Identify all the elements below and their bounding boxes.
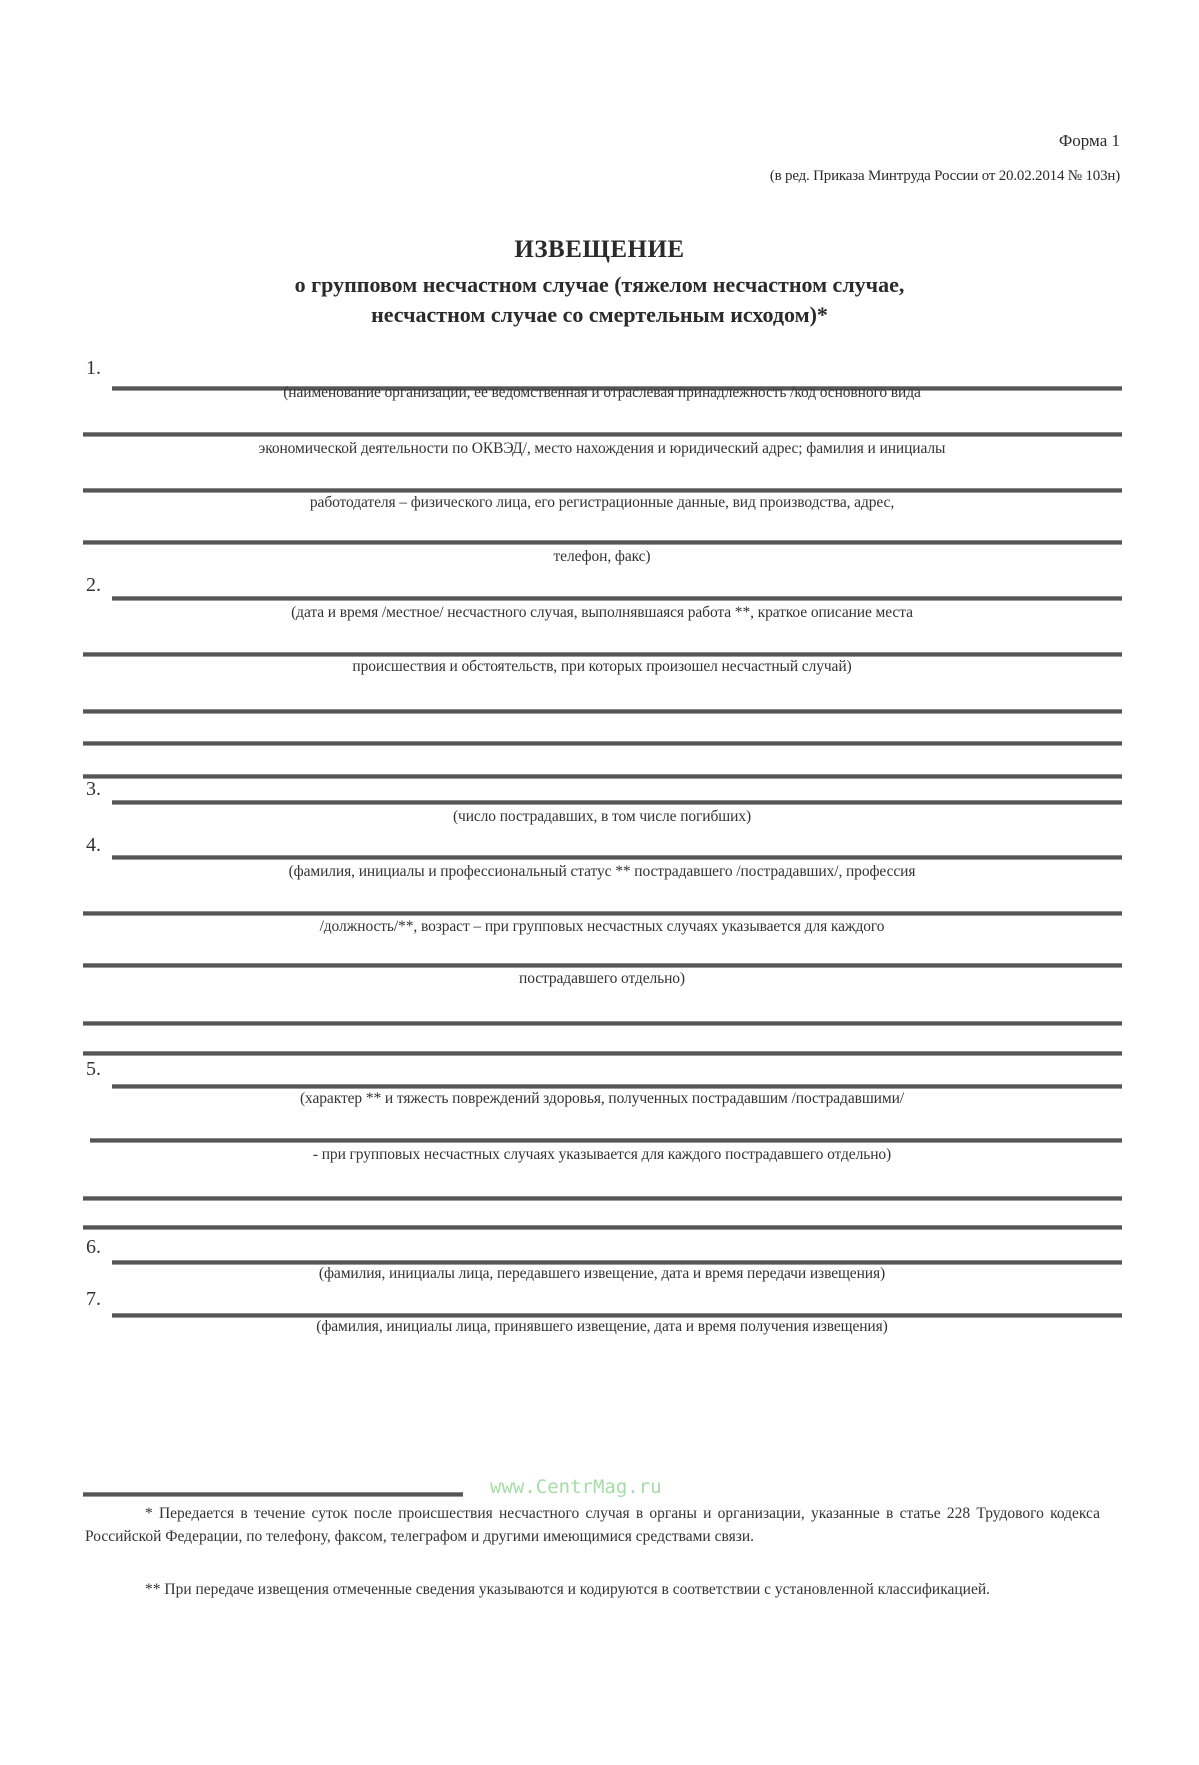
item-5-field-line[interactable]: [112, 1084, 1122, 1089]
item-4-hint: (фамилия, инициалы и профессиональный статус ** пострадавшего /пострадавших/, профессия: [288, 863, 916, 880]
item-4-number: 4.: [86, 834, 101, 856]
item-5-hint: (характер ** и тяжесть повреждений здоровья, полученных пострадавшим /пострадавшими/: [300, 1090, 904, 1107]
footnote-one-star: [85, 1502, 1100, 1548]
item-4-field-line-5[interactable]: [83, 1051, 1122, 1056]
document-subtitle-line2: несчастном случае со смертельным исходом)*: [371, 302, 828, 327]
watermark: www.CentrMag.ru: [490, 1476, 662, 1498]
item-5-field-line-3[interactable]: [83, 1196, 1122, 1201]
item-5-number: 5.: [86, 1058, 101, 1080]
item-1-field-line-2[interactable]: [83, 432, 1122, 437]
footnote-two-star-text: ** При передаче извещения отмеченные сведения указываются и кодируются в соответствии с установленной классификацией.: [145, 1581, 991, 1598]
item-2-number: 2.: [86, 574, 101, 596]
item-2-hint: происшествия и обстоятельств, при которых произошел несчастный случай): [352, 658, 852, 675]
item-4-field-line-4[interactable]: [83, 1021, 1122, 1026]
item-6-number: 6.: [86, 1236, 101, 1258]
footnote-one-star-text: * Передается в течение суток после происшествия несчастного случая в органы и организации, указанные в статье 228 Трудового кодекса Российской Федерации, по телефону, факсом, телеграфом и другими имеющимися средствами связи.: [85, 1505, 1100, 1545]
item-3-hint: (число пострадавших, в том числе погибших): [452, 808, 752, 825]
item-6-hint: (фамилия, инициалы лица, передавшего извещение, дата и время передачи извещения): [318, 1265, 886, 1282]
item-2-field-line-5[interactable]: [83, 774, 1122, 779]
item-3-number: 3.: [86, 778, 101, 800]
item-3-field-line[interactable]: [112, 800, 1122, 805]
item-1-hint: телефон, факс): [553, 548, 651, 565]
item-1-hint: экономической деятельности по ОКВЭД/, место нахождения и юридический адрес; фамилия и инициалы: [258, 440, 946, 457]
footnote-separator: [83, 1492, 463, 1497]
item-2-field-line[interactable]: [112, 596, 1122, 601]
document-title: ИЗВЕЩЕНИЕ: [514, 236, 685, 263]
item-4-hint: пострадавшего отдельно): [519, 970, 685, 987]
item-7-number: 7.: [86, 1288, 101, 1310]
form-number: Форма 1: [1058, 131, 1120, 150]
item-5-field-line-2[interactable]: [90, 1138, 1122, 1143]
item-2-field-line-3[interactable]: [83, 709, 1122, 714]
item-1-hint: (наименование организации, ее ведомственная и отраслевая принадлежность /код основного вида: [283, 384, 921, 401]
item-5-hint: - при групповых несчастных случаях указывается для каждого пострадавшего отдельно): [312, 1146, 892, 1163]
item-5-field-line-4[interactable]: [83, 1225, 1122, 1230]
item-4-field-line-2[interactable]: [83, 911, 1122, 916]
item-4-field-line-3[interactable]: [83, 963, 1122, 968]
footnote-two-star: [85, 1578, 1100, 1601]
document-subtitle-line1: о групповом несчастном случае (тяжелом несчастном случае,: [294, 272, 905, 297]
item-2-field-line-4[interactable]: [83, 741, 1122, 746]
item-1-hint: работодателя – физического лица, его регистрационные данные, вид производства, адрес,: [309, 494, 895, 511]
edition-note: (в ред. Приказа Минтруда России от 20.02.2014 № 103н): [769, 168, 1120, 184]
item-4-field-line[interactable]: [112, 855, 1122, 860]
item-7-hint: (фамилия, инициалы лица, принявшего извещение, дата и время получения извещения): [316, 1318, 888, 1335]
item-1-field-line-4[interactable]: [83, 540, 1122, 545]
item-2-field-line-2[interactable]: [83, 652, 1122, 657]
item-1-number: 1.: [86, 357, 101, 379]
item-4-hint: /должность/**, возраст – при групповых несчастных случаях указывается для каждого: [319, 918, 885, 935]
item-1-field-line-3[interactable]: [83, 488, 1122, 493]
item-2-hint: (дата и время /местное/ несчастного случая, выполнявшаяся работа **, краткое описание места: [291, 604, 913, 621]
